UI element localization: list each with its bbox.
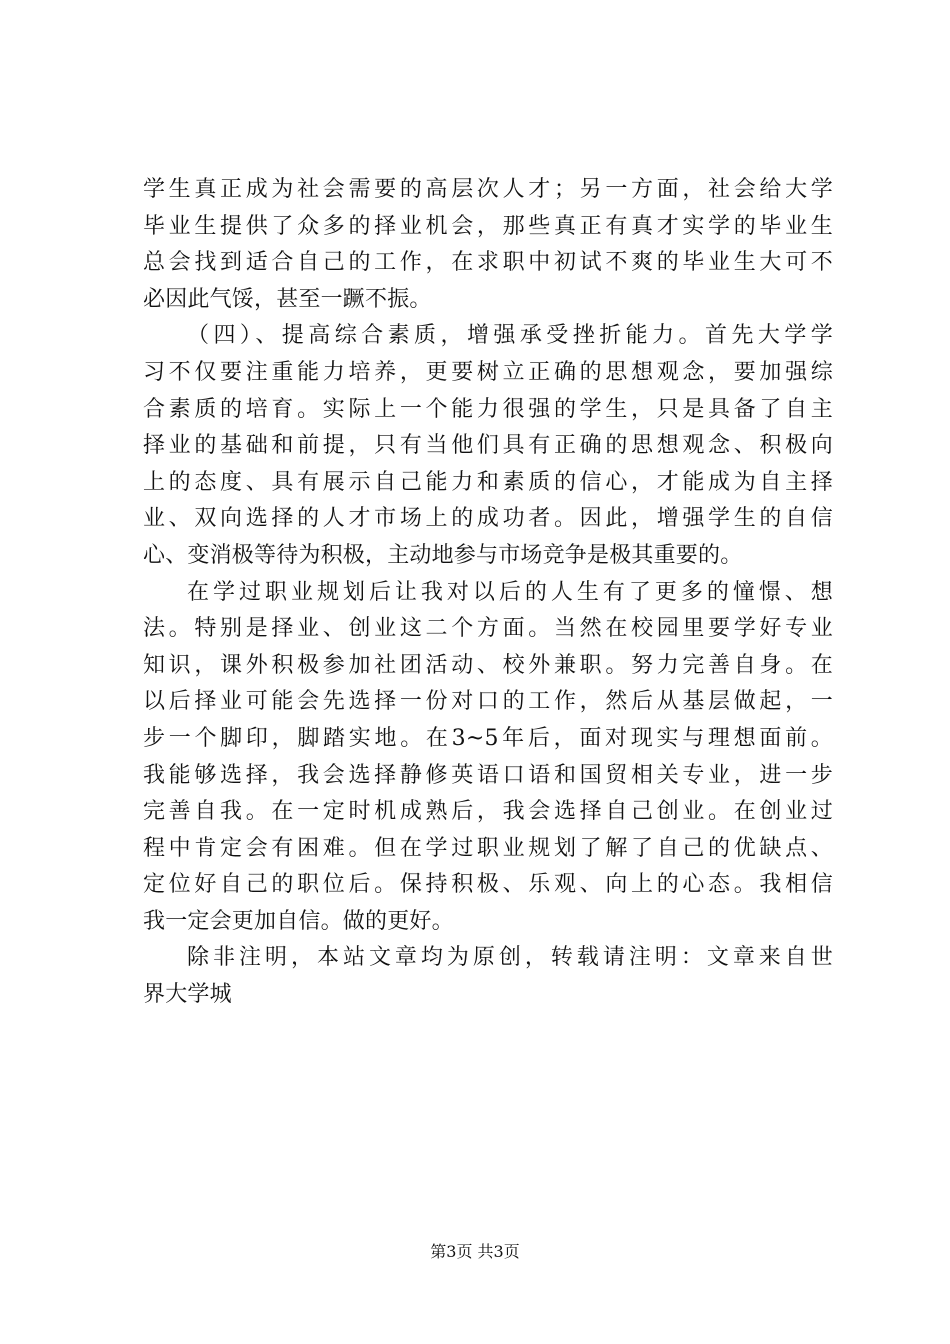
paragraph [143, 172, 833, 318]
text-line: 程中肯定会有困难。但在学过职业规划了解了自己的优缺点、 [143, 835, 833, 861]
text-line: 在学过职业规划后让我对以后的人生有了更多的憧憬、想 [187, 579, 833, 605]
text-line: 择业的基础和前提，只有当他们具有正确的思想观念、积极向 [143, 433, 833, 459]
text-line: 合素质的培育。实际上一个能力很强的学生，只是具备了自主 [143, 396, 833, 422]
page-number-footer: 第3页 共3页 [430, 1242, 520, 1261]
text-line: 法。特别是择业、创业这二个方面。当然在校园里要学好专业 [143, 616, 833, 642]
text-line: 知识，课外积极参加社团活动、校外兼职。努力完善自身。在 [143, 652, 833, 678]
text-line: 必因此气馁，甚至一蹶不振。 [143, 286, 432, 312]
text-line: 完善自我。在一定时机成熟后，我会选择自己创业。在创业过 [143, 799, 833, 825]
text-line: 我一定会更加自信。做的更好。 [143, 908, 454, 934]
text-line: 步一个脚印，脚踏实地。在3~5年后，面对现实与理想面前。 [143, 725, 833, 751]
text-line: 上的态度、具有展示自己能力和素质的信心，才能成为自主择 [143, 469, 833, 495]
text-line: 业、双向选择的人才市场上的成功者。因此，增强学生的自信 [143, 506, 833, 532]
text-line: 心、变消极等待为积极，主动地参与市场竞争是极其重要的。 [143, 542, 743, 568]
text-line: 总会找到适合自己的工作，在求职中初试不爽的毕业生大可不 [143, 250, 833, 276]
text-line: 以后择业可能会先选择一份对口的工作，然后从基层做起，一 [143, 689, 833, 715]
text-line: 学生真正成为社会需要的高层次人才；另一方面，社会给大学 [143, 177, 833, 202]
paragraph [143, 318, 833, 574]
text-line: 除非注明，本站文章均为原创，转载请注明：文章来自世 [187, 945, 833, 971]
text-line: 界大学城 [143, 982, 232, 1008]
paragraph [143, 940, 833, 1013]
text-line: （四）、提高综合素质，增强承受挫折能力。首先大学学 [187, 323, 833, 349]
paragraph [143, 575, 833, 941]
text-line: 我能够选择，我会选择静修英语口语和国贸相关专业，进一步 [143, 762, 833, 788]
text-line: 毕业生提供了众多的择业机会，那些真正有真才实学的毕业生 [143, 213, 833, 239]
text-line: 习不仅要注重能力培养，更要树立正确的思想观念，要加强综 [143, 359, 833, 385]
document-body [143, 172, 833, 1014]
text-line: 定位好自己的职位后。保持积极、乐观、向上的心态。我相信 [143, 872, 833, 898]
